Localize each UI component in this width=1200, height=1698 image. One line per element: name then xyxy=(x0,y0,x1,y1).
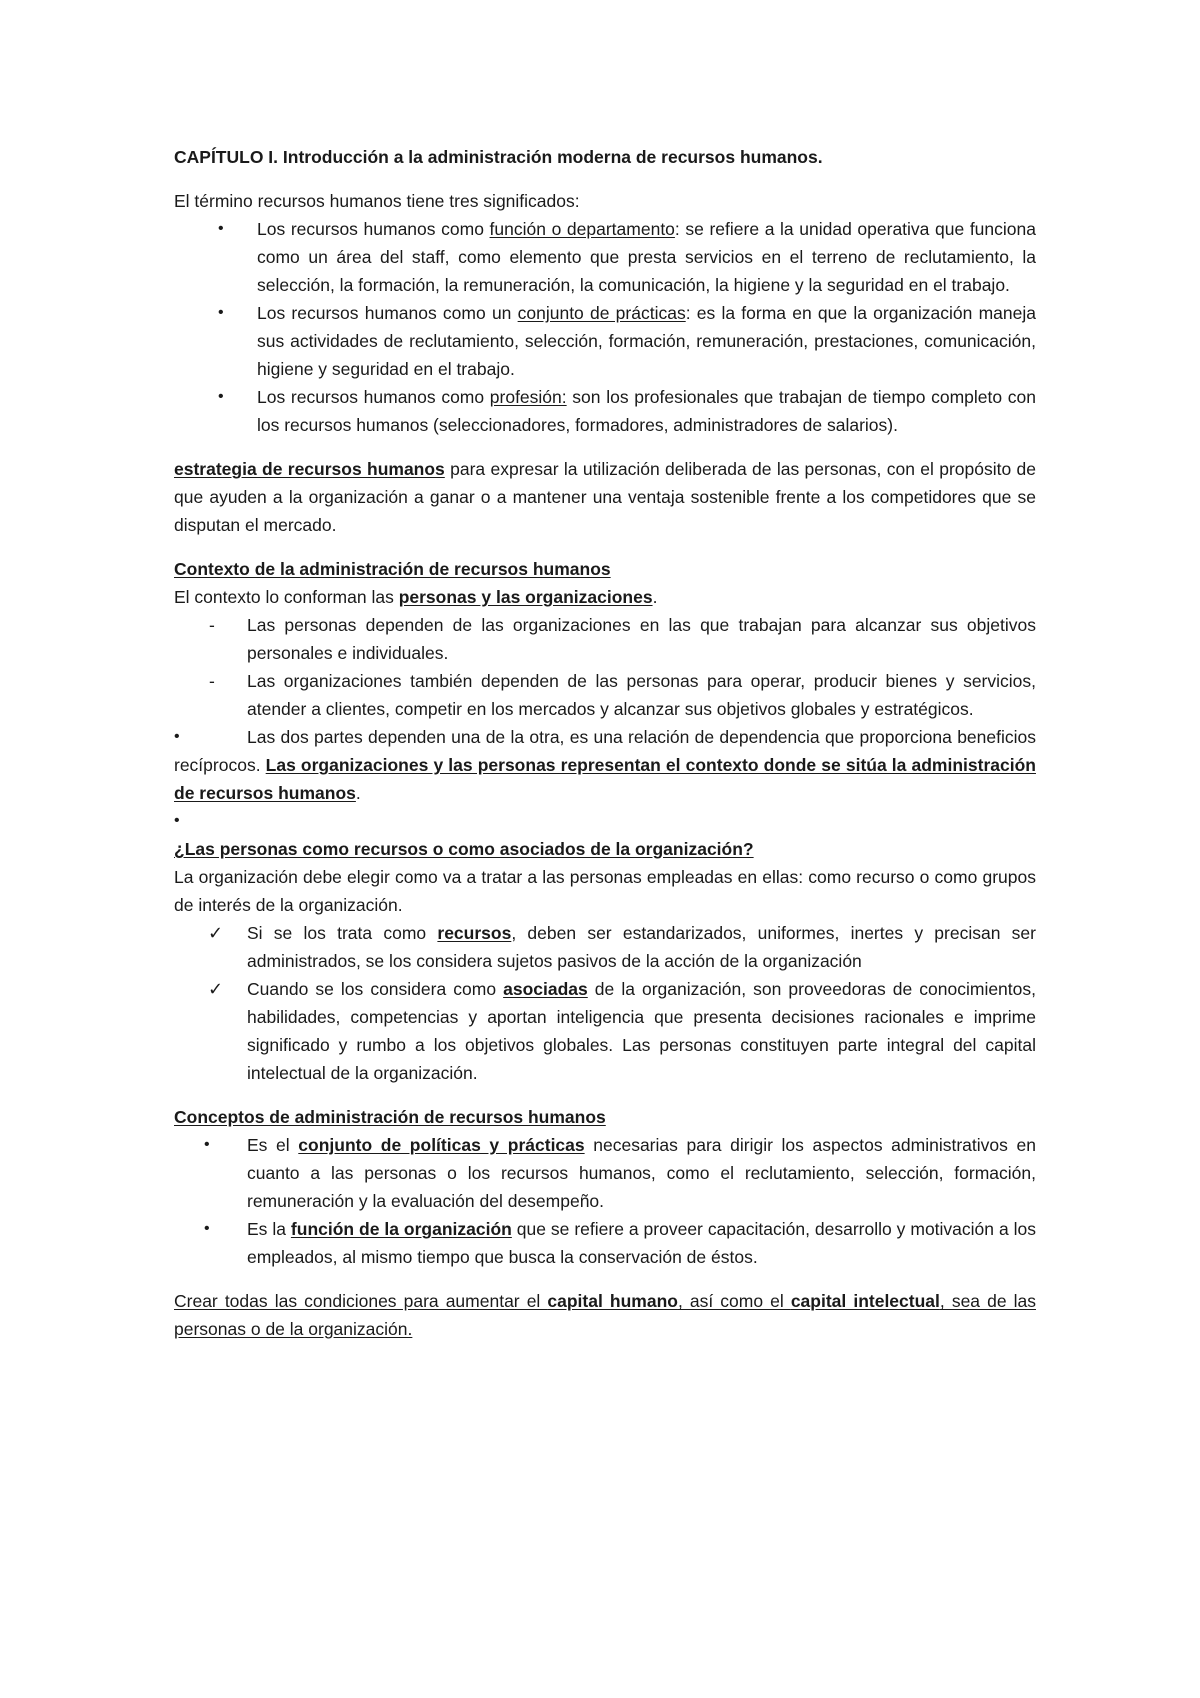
closing-text: , sea de las personas o de la organización. xyxy=(174,1291,1036,1339)
closing-term-human-capital: capital humano xyxy=(547,1291,678,1311)
list-item xyxy=(174,1215,1036,1271)
list-item xyxy=(174,383,1036,439)
dash-icon: - xyxy=(209,615,215,635)
chapter-title: CAPÍTULO I. Introducción a la administración moderna de recursos humanos. xyxy=(174,147,823,167)
bullet-icon: • xyxy=(204,1220,210,1237)
context-bullet-paragraph xyxy=(174,723,1036,807)
partners-heading: ¿Las personas como recursos o como asociados de la organización? xyxy=(174,839,754,859)
list-item xyxy=(174,667,1036,723)
item-text: : es la forma en que la organización maneja sus actividades de reclutamiento, selección, formación, remuneración, prestaciones, comunicación, higiene y seguridad en el trabajo. xyxy=(257,303,1036,379)
context-lead xyxy=(174,583,1036,611)
bullet-icon: • xyxy=(174,812,180,829)
item-text: , deben ser estandarizados, uniformes, inertes y precisan ser administrados, se los considera sujetos pasivos de la acción de la organización xyxy=(247,923,1036,971)
concepts-list xyxy=(174,1131,1036,1271)
bullet-icon: • xyxy=(204,1136,210,1153)
partners-check-list xyxy=(174,919,1036,1087)
list-item xyxy=(174,975,1036,1087)
item-text: que se refiere a proveer capacitación, desarrollo y motivación a los empleados, al mismo tiempo que busca la conservación de éstos. xyxy=(247,1219,1036,1267)
context-lead-end: . xyxy=(652,587,658,607)
item-text: Es la xyxy=(247,1219,291,1239)
item-text: : se refiere a la unidad operativa que funciona como un área del staff, como elemento que presta servicios en el terreno de reclutamiento, la selección, la formación, la remuneración, la comunicación, la higiene y la seguridad en el trabajo. xyxy=(257,219,1036,295)
context-bullet-emphasis: Las organizaciones y las personas representan el contexto donde se sitúa la administración de recursos humanos xyxy=(174,755,1036,803)
list-item xyxy=(174,215,1036,299)
item-term: asociadas xyxy=(503,979,588,999)
bullet-icon: • xyxy=(174,728,180,745)
list-item xyxy=(174,611,1036,667)
meanings-list xyxy=(174,215,1036,439)
strategy-term: estrategia de recursos humanos xyxy=(174,459,445,479)
closing-term-intellectual-capital: capital intelectual xyxy=(790,1291,940,1311)
checkmark-icon: ✓ xyxy=(208,979,224,999)
list-item xyxy=(174,299,1036,383)
bullet-icon: • xyxy=(218,388,224,405)
item-text: Los recursos humanos como xyxy=(257,387,490,407)
checkmark-icon: ✓ xyxy=(208,923,224,943)
list-item xyxy=(174,1131,1036,1215)
item-term: recursos xyxy=(437,923,512,943)
context-bullet-text: Las dos partes dependen una de la otra, es una relación de dependencia que proporciona beneficios recíprocos. xyxy=(174,727,1036,775)
document-body xyxy=(174,143,1036,1343)
context-lead-text: El contexto lo conforman las xyxy=(174,587,399,607)
empty-bullet xyxy=(174,807,1036,835)
context-heading: Contexto de la administración de recursos humanos xyxy=(174,559,611,579)
item-text: Es el xyxy=(247,1135,299,1155)
item-text: de la organización, son proveedoras de conocimientos, habilidades, competencias y aportan inteligencia que presenta decisiones racionales e imprime significado y rumbo a los objetivos globales. Las personas constituyen parte integral del capital intelectual de la organización. xyxy=(247,979,1037,1083)
item-text: Si se los trata como xyxy=(247,923,438,943)
strategy-text: para expresar la utilización deliberada de las personas, con el propósito de que ayuden a la organización a ganar o a mantener una ventaja sostenible frente a los competidores que se disputan el mercado. xyxy=(174,459,1036,535)
bullet-icon: • xyxy=(218,220,224,237)
item-text: Las personas dependen de las organizaciones en las que trabajan para alcanzar sus objetivos personales e individuales. xyxy=(247,615,1036,663)
context-bullet-end: . xyxy=(355,783,361,803)
concepts-heading: Conceptos de administración de recursos humanos xyxy=(174,1107,606,1127)
item-term: función o departamento xyxy=(489,219,675,239)
item-term: conjunto de prácticas xyxy=(517,303,686,323)
item-term: profesión: xyxy=(489,387,567,407)
bullet-icon: • xyxy=(218,304,224,321)
item-term: función de la organización xyxy=(290,1219,512,1239)
item-text: Los recursos humanos como xyxy=(257,219,490,239)
closing-paragraph xyxy=(174,1287,1036,1343)
item-text: son los profesionales que trabajan de tiempo completo con los recursos humanos (seleccionadores, formadores, administradores de salarios). xyxy=(257,387,1036,435)
item-text: Los recursos humanos como un xyxy=(257,303,518,323)
dash-icon: - xyxy=(209,671,215,691)
intro-paragraph: El término recursos humanos tiene tres significados: xyxy=(174,191,580,211)
partners-text: La organización debe elegir como va a tratar a las personas empleadas en ellas: como recurso o como grupos de interés de la organización. xyxy=(174,867,1036,915)
closing-text: Crear todas las condiciones para aumentar el xyxy=(174,1291,548,1311)
context-lead-term: personas y las organizaciones xyxy=(398,587,653,607)
item-text: necesarias para dirigir los aspectos administrativos en cuanto a las personas o los recursos humanos, como el reclutamiento, selección, formación, remuneración y la evaluación del desempeño. xyxy=(247,1135,1036,1211)
context-dash-list xyxy=(174,611,1036,723)
closing-text: , así como el xyxy=(677,1291,791,1311)
item-text: Las organizaciones también dependen de las personas para operar, producir bienes y servicios, atender a clientes, competir en los mercados y alcanzar sus objetivos globales y estratégicos. xyxy=(247,671,1036,719)
list-item xyxy=(174,919,1036,975)
item-term: conjunto de políticas y prácticas xyxy=(298,1135,585,1155)
strategy-paragraph xyxy=(174,455,1036,539)
item-text: Cuando se los considera como xyxy=(247,979,504,999)
